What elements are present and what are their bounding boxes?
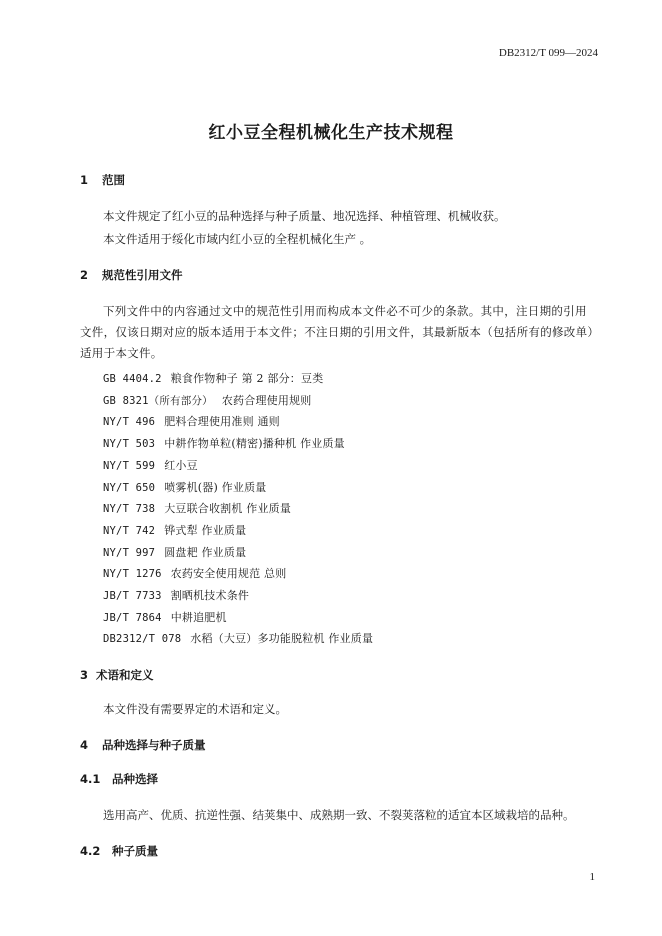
section-number: 1 xyxy=(80,173,89,187)
reference-title: 割晒机技术条件 xyxy=(170,589,250,602)
reference-title: 中耕作物单粒(精密)播种机 作业质量 xyxy=(164,437,345,451)
reference-title: 农药安全使用规范 总则 xyxy=(170,567,287,581)
reference-item xyxy=(103,609,227,625)
document-code: DB2312/T 099—2024 xyxy=(498,47,598,59)
subsection-title: 种子质量 xyxy=(112,844,159,858)
page-number: 1 xyxy=(589,871,595,883)
reference-item xyxy=(103,544,246,560)
section-heading-2 xyxy=(80,267,183,283)
reference-item xyxy=(103,370,323,386)
reference-item xyxy=(103,587,249,603)
page-title: 红小豆全程机械化生产技术规程 xyxy=(208,123,454,143)
reference-item xyxy=(103,392,311,408)
section-number: 4 xyxy=(80,738,89,752)
section-heading-1 xyxy=(80,172,125,188)
section-title: 规范性引用文件 xyxy=(102,268,183,282)
section-title: 品种选择与种子质量 xyxy=(102,738,206,752)
reference-code: NY/T 599 xyxy=(103,459,156,472)
reference-item xyxy=(103,457,198,473)
reference-title: 水稻（大豆）多功能脱粒机 作业质量 xyxy=(190,632,374,646)
reference-item xyxy=(103,565,286,581)
reference-title: 圆盘耙 作业质量 xyxy=(164,545,247,559)
reference-code: NY/T 1276 xyxy=(103,568,162,581)
reference-title: 红小豆 xyxy=(164,458,198,472)
reference-item xyxy=(103,413,280,429)
paragraph: 本文件规定了红小豆的品种选择与种子质量、地况选择、种植管理、机械收获。 xyxy=(103,209,506,223)
section-title: 术语和定义 xyxy=(96,668,154,682)
subsection-title: 品种选择 xyxy=(112,772,159,786)
reference-title: 肥料合理使用准则 通则 xyxy=(164,415,280,429)
reference-item xyxy=(103,522,246,538)
reference-title: 铧式犁 作业质量 xyxy=(164,523,247,537)
reference-title: 粮食作物种子 第 2 部分：豆类 xyxy=(170,372,324,385)
subsection-heading-4-2 xyxy=(80,843,158,859)
paragraph: 本文件没有需要界定的术语和定义。 xyxy=(103,702,287,716)
reference-code: JB/T 7864 xyxy=(103,611,162,624)
reference-code: JB/T 7733 xyxy=(103,590,162,602)
reference-code: NY/T 738 xyxy=(103,503,156,516)
section-number: 3 xyxy=(80,668,89,682)
reference-title: 大豆联合收割机 作业质量 xyxy=(164,502,292,516)
reference-item xyxy=(103,630,373,646)
reference-code: DB2312/T 078 xyxy=(103,633,182,646)
paragraph: 本文件适用于绥化市域内红小豆的全程机械化生产 。 xyxy=(103,232,372,246)
reference-code: NY/T 503 xyxy=(103,438,156,451)
section-heading-4 xyxy=(80,737,206,753)
section-heading-3 xyxy=(80,667,154,683)
reference-code: NY/T 997 xyxy=(103,546,156,559)
section-title: 范围 xyxy=(102,173,126,187)
section-number: 2 xyxy=(80,268,89,282)
paragraph: 选用高产、优质、抗逆性强、结荚集中、成熟期一致、不裂荚落粒的适宜本区域栽培的品种。 xyxy=(103,808,575,822)
subsection-number: 4.2 xyxy=(80,844,101,858)
subsection-heading-4-1 xyxy=(80,771,158,787)
reference-title: 中耕追肥机 xyxy=(170,610,227,624)
reference-item xyxy=(103,479,266,495)
reference-code: NY/T 496 xyxy=(103,416,156,429)
reference-code: GB 8321（所有部分） xyxy=(103,394,213,407)
reference-item xyxy=(103,500,291,516)
reference-item xyxy=(103,435,345,451)
reference-code: NY/T 650 xyxy=(103,481,156,494)
reference-code: NY/T 742 xyxy=(103,524,156,537)
reference-title: 喷雾机(器) 作业质量 xyxy=(164,480,267,494)
subsection-number: 4.1 xyxy=(80,772,101,786)
reference-code: GB 4404.2 xyxy=(103,373,162,385)
paragraph: 下列文件中的内容通过文中的规范性引用而构成本文件必不可少的条款。其中，注日期的引用文件，仅该日期对应的版本适用于本文件；不注日期的引用文件，其最新版本（包括所有的修改单）适用于本文件。 xyxy=(80,304,594,360)
reference-title: 农药合理使用规则 xyxy=(221,393,312,407)
